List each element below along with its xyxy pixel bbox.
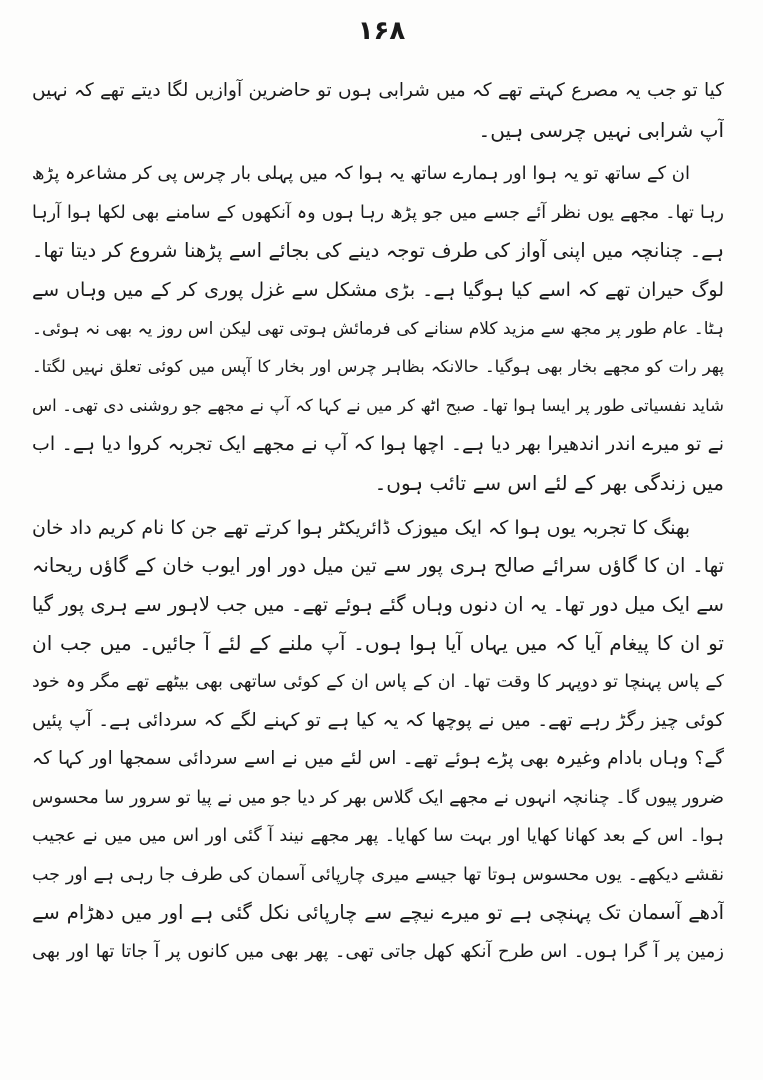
text-line: ہے۔ چنانچہ میں اپنی آواز کی طرف توجہ دینے کی بجائے اسے پڑھنا شروع کر دیتا تھا۔ <box>32 239 724 263</box>
text-line: گے؟ وہاں بادام وغیرہ بھی پڑے ہوئے تھے۔ اس لئے میں نے اسے سردائی سمجھا اور کہا کہ <box>32 748 724 770</box>
text-line: ان کے ساتھ تو یہ ہوا اور ہمارے ساتھ یہ ہوا کہ میں پہلی بار چرس پی کر مشاعرہ پڑھ <box>32 163 690 185</box>
text-line: شاید نفسیاتی طور پر ایسا ہوا تھا۔ صبح اٹھ کر میں نے کہا کہ آپ نے مجھے جو روشنی دی تھی۔ اس <box>32 395 724 415</box>
text-line: لوگ حیران تھے کہ اسے کیا ہوگیا ہے۔ بڑی مشکل سے غزل پوری کر کے میں وہاں سے <box>32 278 724 301</box>
paragraph <box>32 72 724 149</box>
paragraph <box>32 155 724 502</box>
text-line: زمین پر آ گرا ہوں۔ اس طرح آنکھ کھل جاتی تھی۔ پھر بھی میں کانوں پر آ جاتا تھا اور بھی <box>32 941 724 963</box>
text-line: تھا۔ ان کا گاؤں سرائے صالح ہری پور سے تین میل دور اور ایوب خان کے گاؤں ریحانہ <box>32 554 724 578</box>
text-line: آپ شرابی نہیں چرسی ہیں۔ <box>478 117 724 142</box>
text-line: کوئی چیز رگڑ رہے تھے۔ میں نے پوچھا کہ یہ کیا ہے تو کہنے لگے کہ سردائی ہے۔ آپ پئیں <box>32 709 724 731</box>
text-line: سے ایک میل دور تھا۔ یہ ان دنوں وہاں گئے ہوئے تھے۔ میں جب لاہور سے ہری پور گیا <box>32 592 724 616</box>
text-line: پھر رات کو مجھے بخار بھی ہوگیا۔ حالانکہ بظاہر چرس اور بخار کا آپس میں کوئی تعلق نہیں لگتا۔ <box>32 357 724 377</box>
text-line: کے پاس پہنچا تو دوپہر کا وقت تھا۔ ان کے پاس ان کے کوئی ساتھی بھی بیٹھے تھے مگر وہ خود <box>32 671 724 692</box>
text-line: بھنگ کا تجربہ یوں ہوا کہ ایک میوزک ڈائریکٹر ہوا کرتے تھے جن کا نام کریم داد خان <box>32 516 690 539</box>
text-line: ضرور پیوں گا۔ چنانچہ انہوں نے مجھے ایک گلاس بھر کر دیا جو میں نے پیا تو سرور سا محسوس <box>32 787 724 808</box>
text-line: تو ان کا پیغام آیا کہ میں یہاں آیا ہوا ہوں۔ آپ ملنے کے لئے آ جائیں۔ میں جب ان <box>32 631 724 656</box>
page-number: ۱۶۸ <box>357 16 406 46</box>
text-line: نے تو میرے اندر اندھیرا بھر دیا ہے۔ اچھا ہوا کہ آپ نے مجھے ایک تجربہ کروا دیا ہے۔ اب <box>32 433 724 456</box>
text-line: نقشے دیکھے۔ یوں محسوس ہوتا تھا جیسے میری چارپائی آسمان کی طرف جا رہی ہے اور جب <box>32 864 724 885</box>
body-text <box>32 72 724 972</box>
text-line: ہٹا۔ عام طور پر مجھ سے مزید کلام سنانے کی فرمائش ہوتی تھی لیکن اس روز یہ بھی نہ ہوئی۔ <box>32 318 724 339</box>
text-line: کیا تو جب یہ مصرع کہتے تھے کہ میں شرابی ہوں تو حاضرین آوازیں لگا دیتے تھے کہ نہیں <box>32 80 724 101</box>
text-line: آدھے آسمان تک پہنچی ہے تو میرے نیچے سے چارپائی نکل گئی ہے اور میں دھڑام سے <box>32 901 724 925</box>
text-line: میں زندگی بھر کے لئے اس سے تائب ہوں۔ <box>374 470 724 495</box>
text-line: ہوا۔ اس کے بعد کھانا کھایا اور بہت سا کھایا۔ پھر مجھے نیند آ گئی اور اس میں میں نے عجیب <box>32 826 724 847</box>
text-line: رہا تھا۔ مجھے یوں نظر آئے جسے میں جو پڑھ رہا ہوں وہ آنکھوں کے سامنے بھی لکھا ہوا آرہا <box>32 202 724 223</box>
paragraph <box>32 509 724 972</box>
